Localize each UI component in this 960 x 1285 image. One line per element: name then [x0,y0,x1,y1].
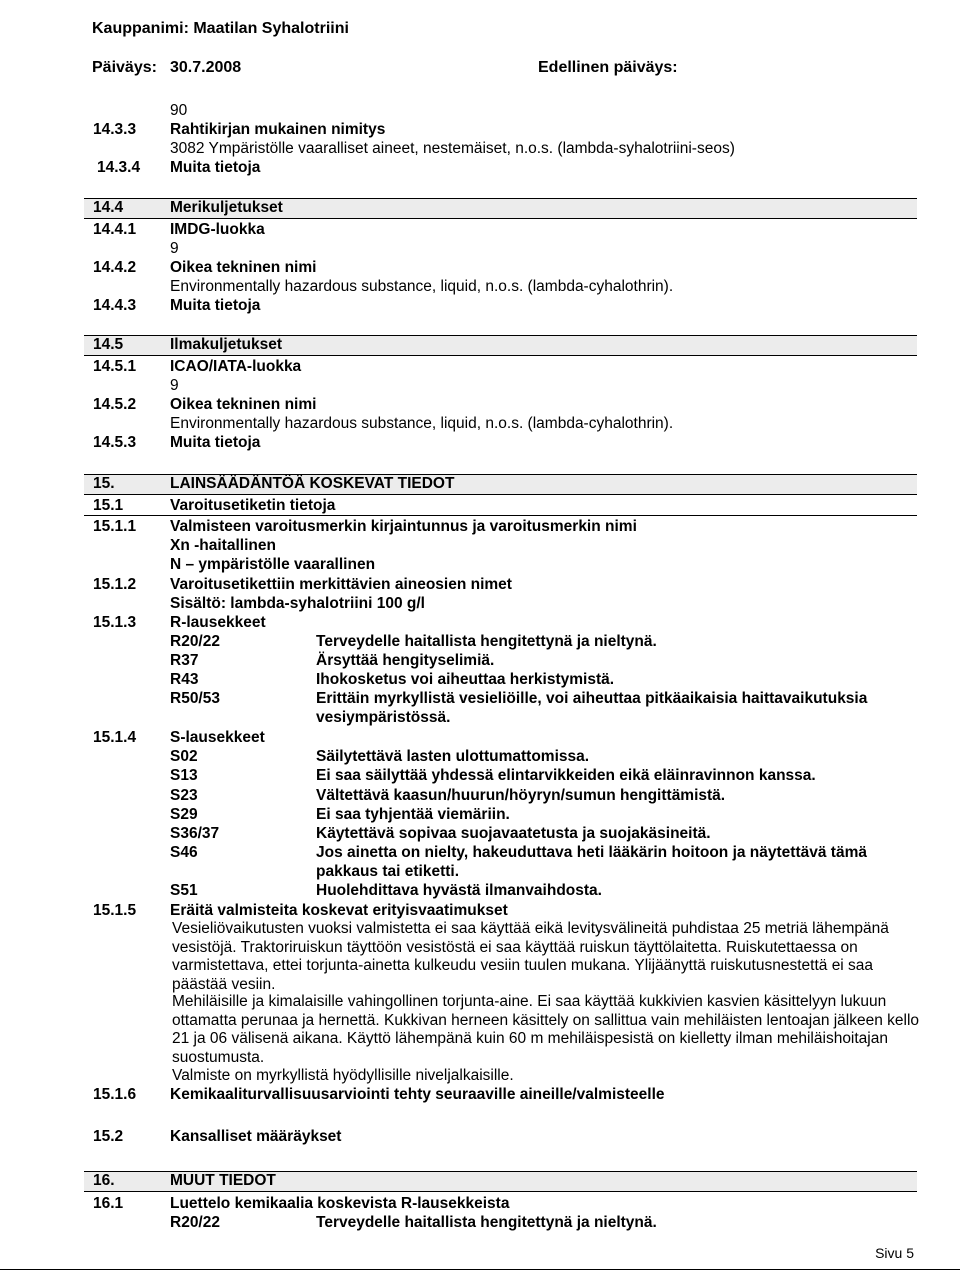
company-name: Kauppanimi: Maatilan Syhalotriini [92,20,349,37]
subsection-title: Eräitä valmisteita koskevat erityisvaatimukset [170,902,508,919]
paragraph-water-organisms: Vesieliövaikutusten vuoksi valmistetta ei saa käyttää eikä levitysvälineitä puhdistaa 25 metriä lähempänä vesistöjä. Traktoriruiskun täyttöön vesistöstä ei saa käyttää ruiskun täyttölaitetta. Ruiskutettaessa on varmistettava, ettei torjunta-ainetta kulkeudu vesiin tuulen mukana. Ylijäänyttä ruiskutusnestettä ei saa päästää vesiin. [172,920,889,993]
subsection-number: 14.5.1 [93,358,137,375]
subsection-number: 14.3.4 [97,159,141,176]
value-text: 9 [170,240,179,257]
subsection-title: S-lausekkeet [170,729,265,746]
r-phrase-code: R20/22 [170,1214,220,1231]
subsection-title: IMDG-luokka [170,221,265,238]
subsection-number: 14.4.2 [93,259,137,276]
value-text: 90 [170,102,188,119]
subsection-title: Varoitusetiketin tietoja [170,497,336,514]
subsection-number: 15.2 [93,1128,124,1145]
subsection-number: 14.5.2 [93,396,137,413]
page-bottom-rule [0,1269,960,1270]
s-phrase-text: Säilytettävä lasten ulottumattomissa. [316,748,590,765]
s-phrase-code: S29 [170,806,198,823]
subsection-title: Muita tietoja [170,159,261,176]
s-phrase-text: pakkaus tai etiketti. [316,863,460,880]
r-phrase-text: Erittäin myrkyllistä vesieliöille, voi aiheuttaa pitkäaikaisia haittavaikutuksia [316,690,868,707]
s-phrase-code: S51 [170,882,198,899]
r-phrase-code: R50/53 [170,690,220,707]
s-phrase-text: Ei saa tyhjentää viemäriin. [316,806,510,823]
subsection-number: 14.4.3 [93,297,137,314]
value-text: 3082 Ympäristölle vaaralliset aineet, nestemäiset, n.o.s. (lambda-syhalotriini-seos) [170,140,735,157]
subsection-title: Oikea tekninen nimi [170,259,317,276]
section-number: 15. [93,475,115,492]
section-number: 14.4 [93,199,124,216]
r-phrase-text: Terveydelle haitallista hengitettynä ja nieltynä. [316,1214,657,1231]
page-number: Sivu 5 [875,1245,914,1261]
r-phrase-text: vesiympäristössä. [316,709,451,726]
subsection-title: Rahtikirjan mukainen nimitys [170,121,386,138]
contents-text: Sisältö: lambda-syhalotriini 100 g/l [170,595,425,612]
divider [84,515,917,516]
s-phrase-text: Ei saa säilyttää yhdessä elintarvikkeiden eikä eläinravinnon kanssa. [316,767,816,784]
subsection-title: Muita tietoja [170,434,261,451]
value-text: 9 [170,377,179,394]
subsection-number: 14.3.3 [93,121,137,138]
r-phrase-text: Ihokosketus voi aiheuttaa herkistymistä. [316,671,615,688]
subsection-title: Kemikaaliturvallisuusarviointi tehty seuraaville aineille/valmisteelle [170,1086,665,1103]
subsection-number: 15.1.4 [93,729,137,746]
subsection-title: Varoitusetikettiin merkittävien aineosien nimet [170,576,512,593]
subsection-title: Valmisteen varoitusmerkin kirjaintunnus ja varoitusmerkin nimi [170,518,637,535]
r-phrase-text: Ärsyttää hengityselimiä. [316,652,495,669]
s-phrase-code: S23 [170,787,198,804]
s-phrase-code: S13 [170,767,198,784]
r-phrase-code: R43 [170,671,199,688]
subsection-number: 15.1.3 [93,614,137,631]
r-phrase-code: R37 [170,652,199,669]
section-title: MUUT TIEDOT [170,1172,276,1189]
subsection-number: 15.1 [93,497,124,514]
previous-date-label: Edellinen päiväys: [538,59,678,76]
subsection-number: 15.1.1 [93,518,137,535]
s-phrase-text: Vältettävä kaasun/huurun/höyryn/sumun hengittämistä. [316,787,726,804]
s-phrase-text: Huolehdittava hyvästä ilmanvaihdosta. [316,882,602,899]
subsection-number: 14.5.3 [93,434,137,451]
subsection-title: Luettelo kemikaalia koskevista R-lausekkeista [170,1195,510,1212]
subsection-title: ICAO/IATA-luokka [170,358,302,375]
value-text: Environmentally hazardous substance, liquid, n.o.s. (lambda-cyhalothrin). [170,278,674,295]
section-title: LAINSÄÄDÄNTÖÄ KOSKEVAT TIEDOT [170,475,455,492]
subsection-number: 14.4.1 [93,221,137,238]
subsection-title: R-lausekkeet [170,614,266,631]
value-text: Environmentally hazardous substance, liquid, n.o.s. (lambda-cyhalothrin). [170,415,674,432]
s-phrase-text: Käytettävä sopivaa suojavaatetusta ja suojakäsineitä. [316,825,711,842]
r-phrase-code: R20/22 [170,633,220,650]
section-title: Merikuljetukset [170,199,283,216]
subsection-number: 16.1 [93,1195,124,1212]
paragraph-bees: Mehiläisille ja kimalaisille vahingollinen torjunta-aine. Ei saa käyttää kukkivien kasvien käsittelyyn lukuun ottamatta perunaa ja hernettä. Kukkivan herneen käsittely on sallittua vain mehiläisten lentoajan jälkeen kello 21 ja 06 välisenä aikana. Käyttö lähempänä kuin 60 m mehiläispesistä on kielletty ilman mehiläishoitajan suostumusta. [172,993,920,1066]
subsection-number: 15.1.6 [93,1086,137,1103]
date-label: Päiväys: [92,59,157,76]
paragraph-arthropods: Valmiste on myrkyllistä hyödyllisille niveljalkaisille. [172,1067,514,1084]
s-phrase-text: Jos ainetta on nielty, hakeuduttava heti lääkärin hoitoon ja näytettävä tämä [316,844,867,861]
subsection-title: Kansalliset määräykset [170,1128,342,1145]
subsection-title: Muita tietoja [170,297,261,314]
date-value: 30.7.2008 [170,59,242,76]
section-title: Ilmakuljetukset [170,336,282,353]
subsection-number: 15.1.2 [93,576,137,593]
s-phrase-code: S46 [170,844,198,861]
subsection-number: 15.1.5 [93,902,137,919]
section-number: 16. [93,1172,115,1189]
hazard-symbol-text: Xn -haitallinen [170,537,276,554]
subsection-title: Oikea tekninen nimi [170,396,317,413]
r-phrase-text: Terveydelle haitallista hengitettynä ja nieltynä. [316,633,657,650]
hazard-symbol-text: N – ympäristölle vaarallinen [170,556,376,573]
s-phrase-code: S36/37 [170,825,220,842]
section-number: 14.5 [93,336,124,353]
s-phrase-code: S02 [170,748,198,765]
